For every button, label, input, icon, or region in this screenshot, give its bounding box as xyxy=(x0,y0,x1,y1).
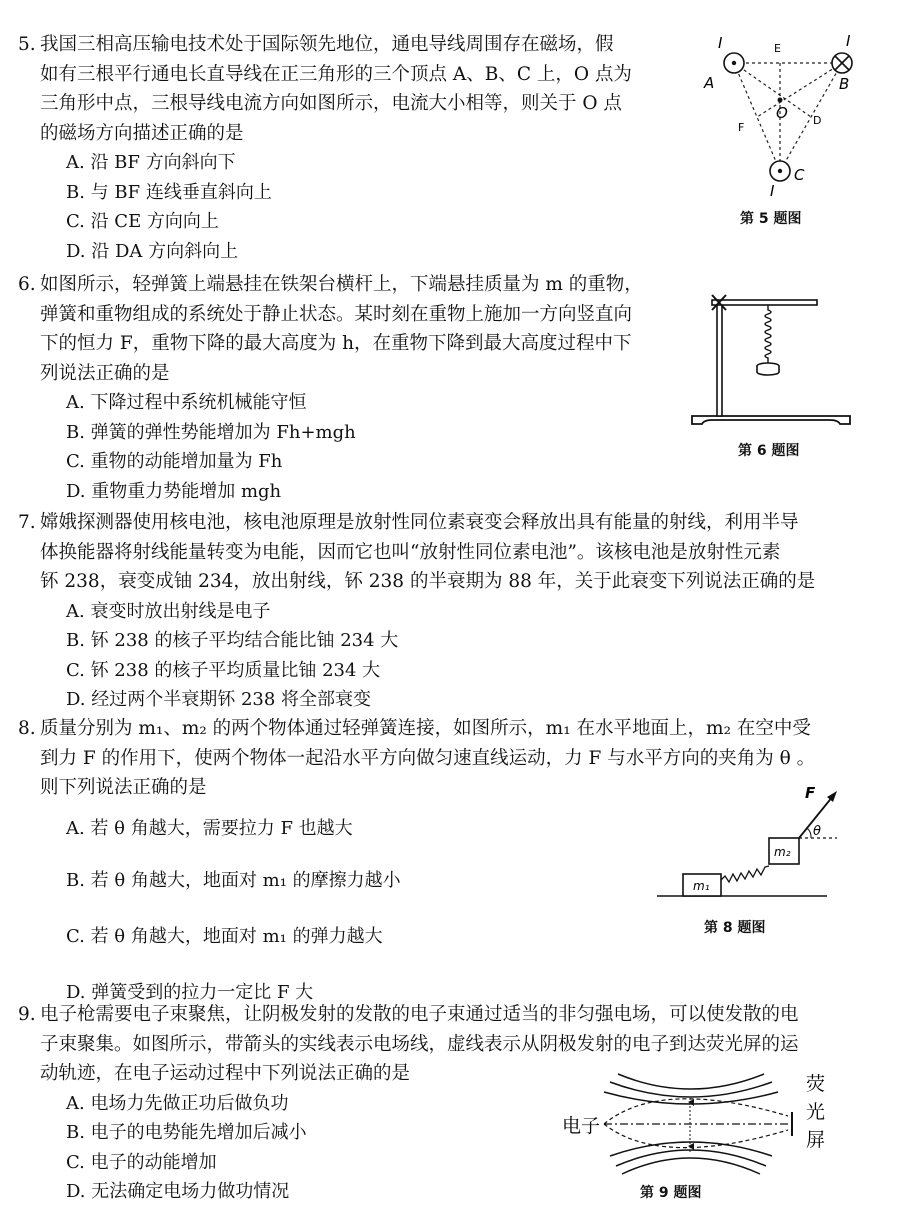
field-line xyxy=(622,1158,760,1174)
point-label-a: A xyxy=(704,74,715,92)
option-b[interactable]: B. 电子的电势能先增加后减小 xyxy=(66,1122,307,1143)
arrowhead-icon xyxy=(688,1143,694,1150)
question-number: 9. xyxy=(18,1004,36,1025)
electron-trajectories xyxy=(604,1099,788,1148)
spring xyxy=(765,305,771,364)
stem-text: 电子枪需要电子束聚焦，让阴极发射的发散的电子束通过适当的非匀强电场，可以使发散的电 xyxy=(40,1004,799,1025)
option-a[interactable]: A. 沿 BF 方向斜向下 xyxy=(66,152,236,173)
figure-6-spring-stand xyxy=(690,292,855,432)
current-label-b: I xyxy=(846,32,851,50)
option-a[interactable]: A. 衰变时放出射线是电子 xyxy=(66,600,271,622)
question-7 xyxy=(18,508,815,715)
figure-9-caption: 第 9 题图 xyxy=(640,1185,702,1201)
option-c[interactable]: C. 重物的动能增加量为 Fh xyxy=(66,451,283,472)
point-label-b: B xyxy=(839,75,850,93)
option-b[interactable]: B. 与 BF 连线垂直斜向上 xyxy=(66,181,272,203)
stand-base xyxy=(692,416,850,424)
force-label: F xyxy=(805,784,816,802)
question-5-stem-line-3: 三角形中点，三根导线电流方向如图所示，电流大小相等，则关于 O 点 xyxy=(40,93,622,114)
block-m1-label: m₁ xyxy=(693,879,710,893)
figure-8-caption: 第 8 题图 xyxy=(704,920,766,936)
option-d[interactable]: D. 无法确定电场力做功情况 xyxy=(66,1181,290,1202)
option-c[interactable]: C. 若 θ 角越大，地面对 m₁ 的弹力越大 xyxy=(66,925,383,947)
question-5-stem-line-1 xyxy=(18,30,632,60)
current-label-c: I xyxy=(770,182,775,198)
screen-label-1: 荧 xyxy=(806,1073,826,1095)
arrowhead-icon xyxy=(688,1099,694,1106)
figure-5-caption: 第 5 题图 xyxy=(740,211,802,227)
question-5-stem-line-4: 的磁场方向描述正确的是 xyxy=(40,122,244,144)
option-b[interactable]: B. 钚 238 的核子平均结合能比铀 234 大 xyxy=(66,630,399,651)
edge-ac xyxy=(734,63,780,171)
option-c[interactable]: C. 钚 238 的核子平均质量比铀 234 大 xyxy=(66,659,381,681)
point-label-e: E xyxy=(774,42,781,55)
option-c[interactable]: C. 电子的动能增加 xyxy=(66,1151,217,1173)
electron-label: 电子 xyxy=(562,1115,601,1137)
point-label-o: O xyxy=(776,104,788,122)
stem-text: 如图所示，轻弹簧上端悬挂在铁架台横杆上，下端悬挂质量为 m 的重物， xyxy=(40,274,643,295)
screen-label-3: 屏 xyxy=(806,1129,826,1151)
question-number: 5. xyxy=(18,34,36,55)
question-8-stem-line-3: 则下列说法正确的是 xyxy=(40,777,207,798)
option-d[interactable]: D. 弹簧受到的拉力一定比 F 大 xyxy=(66,981,314,1003)
stem-text: 嫦娥探测器使用核电池，核电池原理是放射性同位素衰变会释放出具有能量的射线，利用半导 xyxy=(40,512,799,533)
question-6 xyxy=(18,270,643,506)
figure-8-blocks-spring xyxy=(655,778,855,908)
question-5-stem-line-2: 如有三根平行通电长直导线在正三角形的三个顶点 A、B、C 上，O 点为 xyxy=(40,63,632,85)
option-a[interactable]: A. 若 θ 角越大，需要拉力 F 也越大 xyxy=(66,817,353,839)
trajectory-upper xyxy=(604,1099,788,1124)
option-d[interactable]: D. 重物重力势能增加 mgh xyxy=(66,480,282,502)
stem-text: 我国三相高压输电技术处于国际领先地位，通电导线周围存在磁场，假 xyxy=(40,34,614,55)
point-label-f: F xyxy=(738,121,745,134)
stand-rod xyxy=(717,302,722,416)
stem-text: 质量分别为 m₁、m₂ 的两个物体通过轻弹簧连接，如图所示，m₁ 在水平地面上，m₂ 在空中受 xyxy=(40,718,811,739)
dot-icon xyxy=(778,169,782,173)
option-c[interactable]: C. 沿 CE 方向向上 xyxy=(66,211,219,232)
point-label-d: D xyxy=(813,114,822,127)
question-7-stem-line-3: 钚 238，衰变成铀 234，放出射线，钚 238 的半衰期为 88 年，关于此衰变下列说法正确的是 xyxy=(40,571,816,592)
figure-5-triangle-wires xyxy=(700,28,870,198)
question-6-stem-line-4: 列说法正确的是 xyxy=(40,362,170,384)
angle-label: θ xyxy=(813,824,821,839)
angle-arc xyxy=(807,828,811,838)
trajectory-lower xyxy=(604,1124,788,1148)
weight-body xyxy=(757,366,779,375)
option-b[interactable]: B. 若 θ 角越大，地面对 m₁ 的摩擦力越小 xyxy=(66,869,401,891)
screen-label-2: 光 xyxy=(806,1101,826,1123)
figure-6-caption: 第 6 题图 xyxy=(738,443,800,459)
edge-bc xyxy=(780,63,842,171)
field-line xyxy=(618,1074,764,1089)
center-point-o xyxy=(778,98,783,103)
spring xyxy=(721,866,769,882)
figure-9-electron-gun-field xyxy=(560,1068,860,1178)
question-8-stem-line-1 xyxy=(18,714,815,744)
option-b[interactable]: B. 弹簧的弹性势能增加为 Fh+mgh xyxy=(66,421,356,443)
option-a[interactable]: A. 下降过程中系统机械能守恒 xyxy=(66,392,307,413)
question-9-stem-line-3: 动轨迹，在电子运动过程中下列说法正确的是 xyxy=(40,1063,411,1084)
question-6-stem-line-3: 下的恒力 F，重物下降的最大高度为 h，在重物下降到最大高度过程中下 xyxy=(40,333,632,354)
question-6-stem-line-2: 弹簧和重物组成的系统处于静止状态。某时刻在重物上施加一方向竖直向 xyxy=(40,303,633,325)
question-7-stem-line-2: 体换能器将射线能量转变为电能，因而它也叫“放射性同位素电池”。该核电池是放射性元素 xyxy=(40,541,781,563)
question-number: 7. xyxy=(18,512,36,533)
question-8-stem-line-2: 到力 F 的作用下，使两个物体一起沿水平方向做匀速直线运动，力 F 与水平方向的夹角为 θ 。 xyxy=(40,747,816,769)
field-line xyxy=(610,1142,772,1156)
question-6-stem-line-1 xyxy=(18,270,643,300)
question-9-stem-line-2: 子束聚集。如图所示，带箭头的实线表示电场线，虚线表示从阴极发射的电子到达荧光屏的运 xyxy=(40,1033,799,1055)
block-m2-label: m₂ xyxy=(774,845,791,859)
question-5 xyxy=(18,30,632,266)
question-number: 8. xyxy=(18,718,36,739)
stand-arm xyxy=(712,300,817,305)
option-d[interactable]: D. 经过两个半衰期钚 238 将全部衰变 xyxy=(66,689,372,710)
question-number: 6. xyxy=(18,274,36,295)
dot-icon xyxy=(732,61,736,65)
option-d[interactable]: D. 沿 DA 方向斜向上 xyxy=(66,240,239,262)
current-label-a: I xyxy=(718,34,723,52)
question-7-stem-line-1 xyxy=(18,508,815,538)
question-9-stem-line-1 xyxy=(18,1000,799,1030)
point-label-c: C xyxy=(794,166,805,184)
option-a[interactable]: A. 电场力先做正功后做负功 xyxy=(66,1092,289,1114)
